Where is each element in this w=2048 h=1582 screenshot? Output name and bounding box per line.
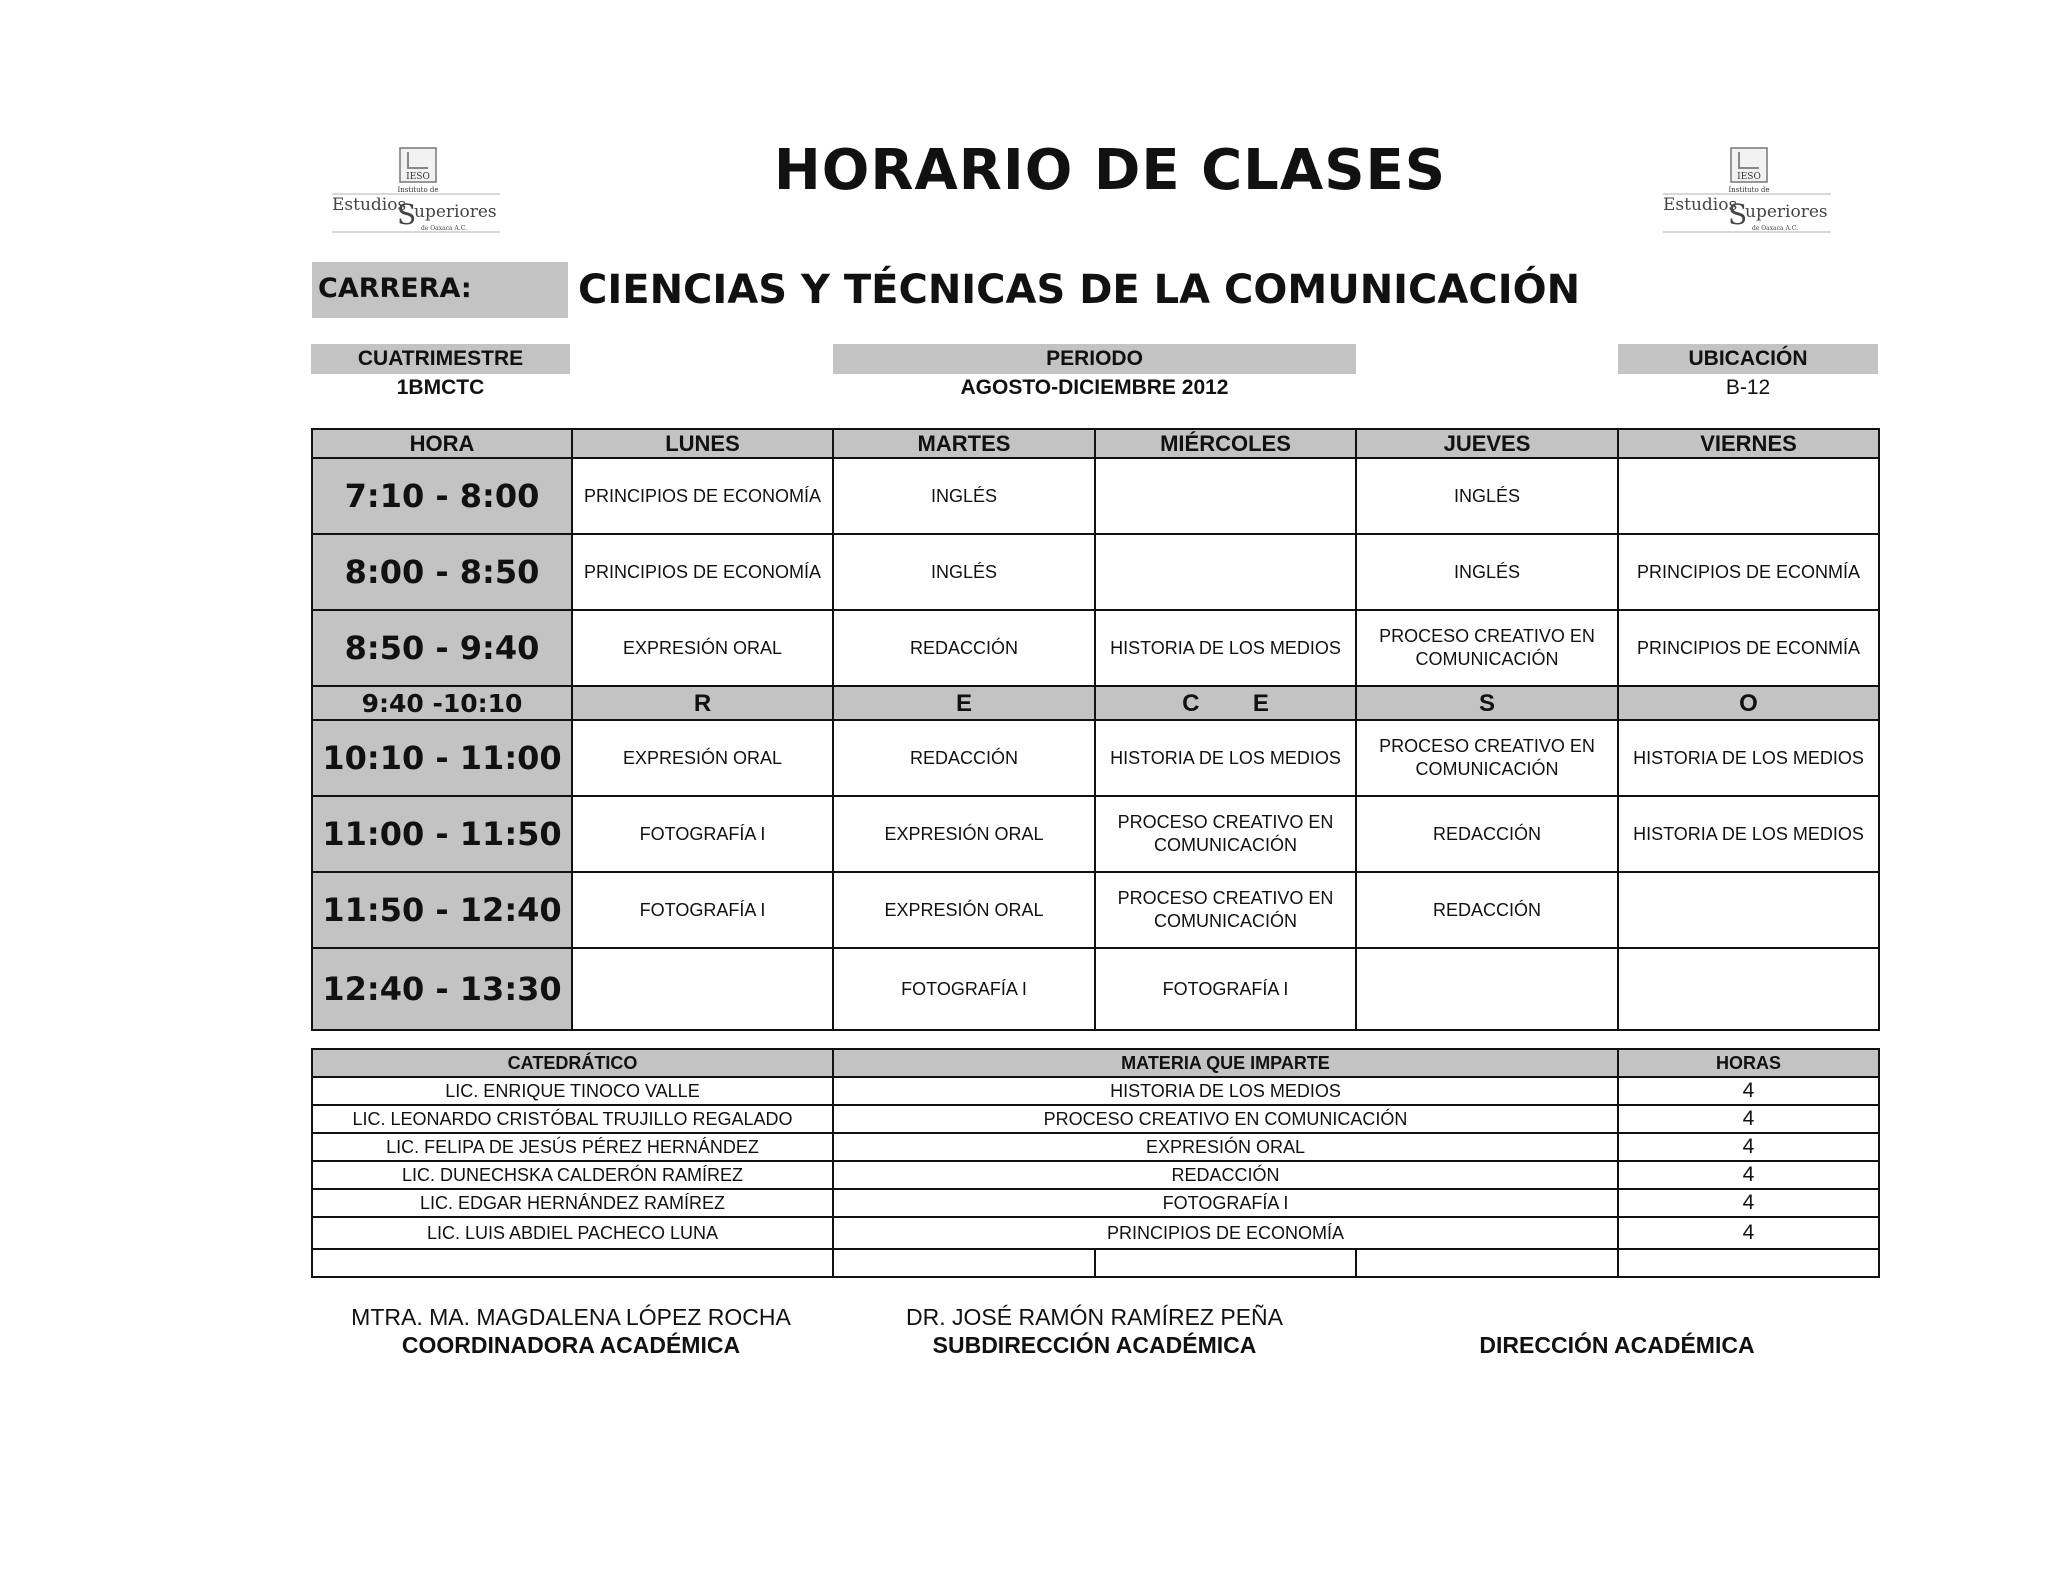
director-title: DIRECCIÓN ACADÉMICA [1479,1332,1755,1358]
logo-badge-text: IESO [1737,172,1761,182]
institute-logo-left [332,146,502,236]
teachers-header-hours: HORAS [1618,1049,1879,1077]
recess-row [312,686,1879,720]
empty-cell [312,1249,833,1277]
class-cell: FOTOGRAFÍA I [572,872,833,948]
class-cell [1618,458,1879,534]
page-title: HORARIO DE CLASES [773,138,1447,203]
logo-big-s: S [397,198,417,231]
recess-letter: R [572,686,833,720]
class-cell [1356,948,1618,1030]
coordinator-name: MTRA. MA. MAGDALENA LÓPEZ ROCHA [351,1304,791,1330]
class-cell: PROCESO CREATIVO EN COMUNICACIÓN [1095,872,1356,948]
schedule-header-miercoles: MIÉRCOLES [1095,429,1356,458]
schedule-row [312,948,1879,1030]
class-cell: REDACCIÓN [833,610,1095,686]
time-slot: 11:00 - 11:50 [312,796,572,872]
teachers-table [311,1048,1880,1278]
teacher-subject: PRINCIPIOS DE ECONOMÍA [833,1217,1618,1249]
class-cell: EXPRESIÓN ORAL [572,610,833,686]
time-slot: 10:10 - 11:00 [312,720,572,796]
class-cell: REDACCIÓN [833,720,1095,796]
class-cell: PRINCIPIOS DE ECONOMÍA [572,534,833,610]
schedule-header-lunes: LUNES [572,429,833,458]
class-cell [1618,948,1879,1030]
carrera-value: CIENCIAS Y TÉCNICAS DE LA COMUNICACIÓN [578,267,1581,313]
class-cell: INGLÉS [833,534,1095,610]
recess-letter: O [1618,686,1879,720]
class-cell: PRINCIPIOS DE ECONMÍA [1618,534,1879,610]
logo-badge-text: IESO [406,172,430,182]
time-slot: 11:50 - 12:40 [312,872,572,948]
class-cell: HISTORIA DE LOS MEDIOS [1095,720,1356,796]
time-slot: 7:10 - 8:00 [312,458,572,534]
teacher-name: LIC. FELIPA DE JESÚS PÉREZ HERNÁNDEZ [312,1133,833,1161]
teacher-row-empty [312,1249,1879,1277]
teacher-row [312,1105,1879,1133]
carrera-label: CARRERA: [312,262,568,318]
class-cell: PRINCIPIOS DE ECONOMÍA [572,458,833,534]
periodo-value: AGOSTO-DICIEMBRE 2012 [960,376,1229,399]
teacher-subject: FOTOGRAFÍA I [833,1189,1618,1217]
class-cell: FOTOGRAFÍA I [833,948,1095,1030]
class-cell: PROCESO CREATIVO EN COMUNICACIÓN [1095,796,1356,872]
teacher-hours: 4 [1618,1217,1879,1249]
teachers-header-name: CATEDRÁTICO [312,1049,833,1077]
logo-line2b: uperiores [1745,202,1828,222]
cuatrimestre-value: 1BMCTC [396,376,485,399]
class-cell: FOTOGRAFÍA I [1095,948,1356,1030]
schedule-header-martes: MARTES [833,429,1095,458]
teacher-name: LIC. ENRIQUE TINOCO VALLE [312,1077,833,1105]
empty-cell [1095,1249,1356,1277]
logo-line3: de Oaxaca A.C. [420,225,468,232]
time-slot: 8:50 - 9:40 [312,610,572,686]
empty-cell [1618,1249,1879,1277]
class-cell: REDACCIÓN [1356,872,1618,948]
time-slot: 8:00 - 8:50 [312,534,572,610]
schedule-header-jueves: JUEVES [1356,429,1618,458]
class-cell: REDACCIÓN [1356,796,1618,872]
recess-letter: E [833,686,1095,720]
logo-line3: de Oaxaca A.C. [1751,225,1799,232]
teacher-row [312,1133,1879,1161]
teacher-hours: 4 [1618,1133,1879,1161]
coordinator-title: COORDINADORA ACADÉMICA [401,1332,741,1358]
recess-letter: S [1356,686,1618,720]
teacher-row [312,1189,1879,1217]
subdirector-title: SUBDIRECCIÓN ACADÉMICA [932,1332,1257,1358]
teacher-subject: EXPRESIÓN ORAL [833,1133,1618,1161]
teacher-hours: 4 [1618,1105,1879,1133]
teacher-hours: 4 [1618,1077,1879,1105]
logo-line2b: uperiores [414,202,497,222]
schedule-row [312,610,1879,686]
class-cell: PROCESO CREATIVO EN COMUNICACIÓN [1356,610,1618,686]
logo-line1: Instituto de [1728,186,1770,194]
schedule-row [312,872,1879,948]
schedule-row [312,458,1879,534]
class-cell: PRINCIPIOS DE ECONMÍA [1618,610,1879,686]
time-slot: 9:40 -10:10 [312,686,572,720]
class-cell: INGLÉS [833,458,1095,534]
empty-cell [833,1249,1095,1277]
cuatrimestre-label: CUATRIMESTRE [311,344,570,374]
class-cell: FOTOGRAFÍA I [572,796,833,872]
schedule-row [312,796,1879,872]
ubicacion-value: B-12 [1725,376,1771,399]
class-cell: INGLÉS [1356,458,1618,534]
class-cell: EXPRESIÓN ORAL [572,720,833,796]
schedule-row [312,720,1879,796]
logo-big-s: S [1728,198,1748,231]
schedule-row [312,534,1879,610]
logo-line2a: Estudios [1663,195,1738,215]
class-cell [1095,534,1356,610]
schedule-header-viernes: VIERNES [1618,429,1879,458]
class-cell: EXPRESIÓN ORAL [833,872,1095,948]
class-cell: HISTORIA DE LOS MEDIOS [1618,720,1879,796]
ubicacion-label: UBICACIÓN [1618,344,1878,374]
teacher-row [312,1077,1879,1105]
class-cell [1618,872,1879,948]
class-cell: EXPRESIÓN ORAL [833,796,1095,872]
time-slot: 12:40 - 13:30 [312,948,572,1030]
teacher-name: LIC. LEONARDO CRISTÓBAL TRUJILLO REGALADO [312,1105,833,1133]
logo-line1: Instituto de [397,186,439,194]
teacher-row [312,1161,1879,1189]
teacher-subject: HISTORIA DE LOS MEDIOS [833,1077,1618,1105]
schedule-table [311,428,1880,1031]
class-cell [1095,458,1356,534]
teacher-name: LIC. LUIS ABDIEL PACHECO LUNA [312,1217,833,1249]
class-cell: PROCESO CREATIVO EN COMUNICACIÓN [1356,720,1618,796]
logo-line2a: Estudios [332,195,407,215]
class-cell: HISTORIA DE LOS MEDIOS [1095,610,1356,686]
teachers-header-row [312,1049,1879,1077]
schedule-header-hora: HORA [312,429,572,458]
class-cell: INGLÉS [1356,534,1618,610]
subdirector-name: DR. JOSÉ RAMÓN RAMÍREZ PEÑA [906,1304,1283,1330]
periodo-label: PERIODO [833,344,1356,374]
class-cell [572,948,833,1030]
teacher-subject: REDACCIÓN [833,1161,1618,1189]
teacher-hours: 4 [1618,1161,1879,1189]
teacher-row [312,1217,1879,1249]
recess-letter: C E [1095,686,1356,720]
teacher-hours: 4 [1618,1189,1879,1217]
schedule-header-row [312,429,1879,458]
empty-cell [1356,1249,1618,1277]
teachers-header-subject: MATERIA QUE IMPARTE [833,1049,1618,1077]
teacher-name: LIC. EDGAR HERNÁNDEZ RAMÍREZ [312,1189,833,1217]
teacher-subject: PROCESO CREATIVO EN COMUNICACIÓN [833,1105,1618,1133]
teacher-name: LIC. DUNECHSKA CALDERÓN RAMÍREZ [312,1161,833,1189]
class-cell: HISTORIA DE LOS MEDIOS [1618,796,1879,872]
